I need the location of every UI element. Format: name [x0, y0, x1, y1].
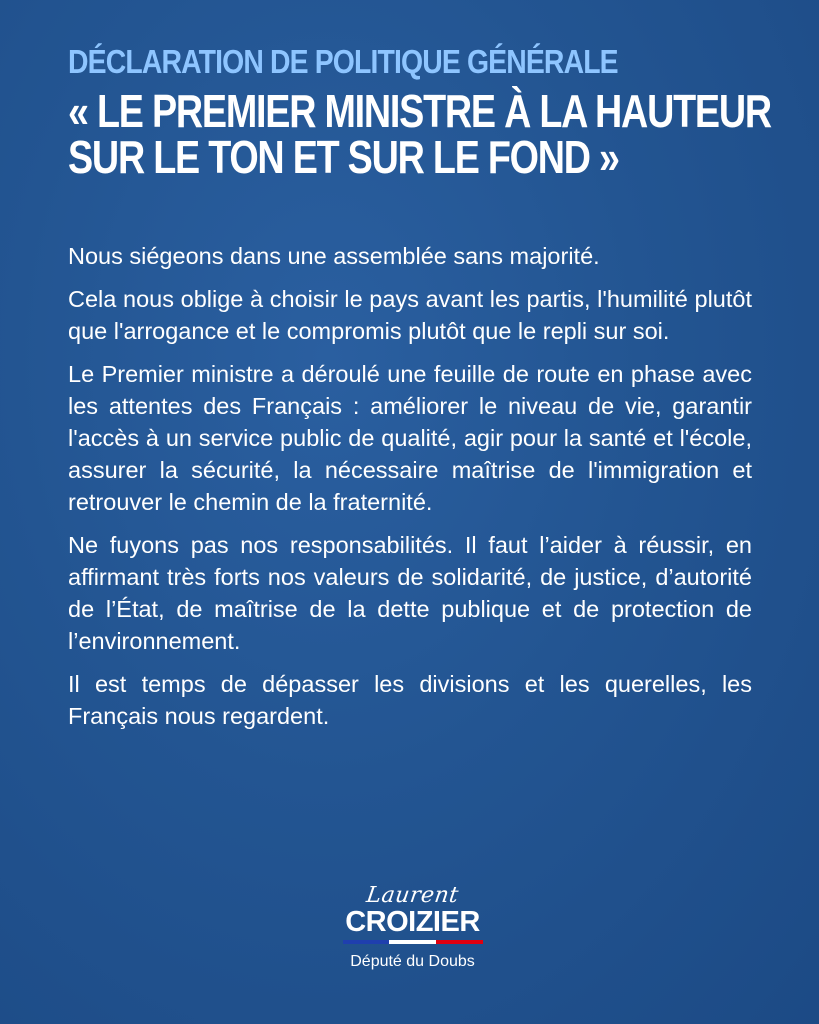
paragraph-2: Cela nous oblige à choisir le pays avant les partis, l'humilité plutôt que l'arrogance et le compromis plutôt que le repli sur soi. — [68, 286, 752, 344]
headline-line-2: SUR LE TON ET SUR LE FOND » — [68, 131, 619, 183]
paragraph-4: Ne fuyons pas nos responsabilités. Il faut l’aider à réussir, en affirmant très forts nos valeurs de solidarité, de justice, d’autorité de l’État, de maîtrise de la dette publique et de protection de l’environnement. — [68, 532, 752, 654]
kicker-title: DÉCLARATION DE POLITIQUE GÉNÉRALE — [68, 43, 618, 80]
paragraph-5: Il est temps de dépasser les divisions et les querelles, les Français nous regardent. — [68, 671, 752, 729]
headline — [68, 85, 771, 183]
signature-role: Député du Doubs — [350, 953, 475, 970]
paragraph-3: Le Premier ministre a déroulé une feuille de route en phase avec les attentes des Français : améliorer le niveau de vie, garantir l'accès à un service public de qualité, agir pour la santé et l'école, assurer la sécurité, la nécessaire maîtrise de l'immigration et retrouver le chemin de la fraternité. — [68, 361, 752, 515]
tricolor-white — [389, 940, 436, 944]
tricolor-red — [436, 940, 483, 944]
signature-last-name: CROIZIER — [345, 906, 480, 938]
tricolor-blue — [343, 940, 390, 944]
signature-first-name: Laurent — [364, 883, 461, 908]
statement-body — [68, 240, 752, 743]
paragraph-1: Nous siégeons dans une assemblée sans majorité. — [68, 243, 600, 269]
tricolor-bar — [343, 940, 483, 944]
headline-line-1: « LE PREMIER MINISTRE À LA HAUTEUR — [68, 85, 771, 137]
header — [68, 42, 771, 183]
signature-logo — [330, 885, 495, 971]
